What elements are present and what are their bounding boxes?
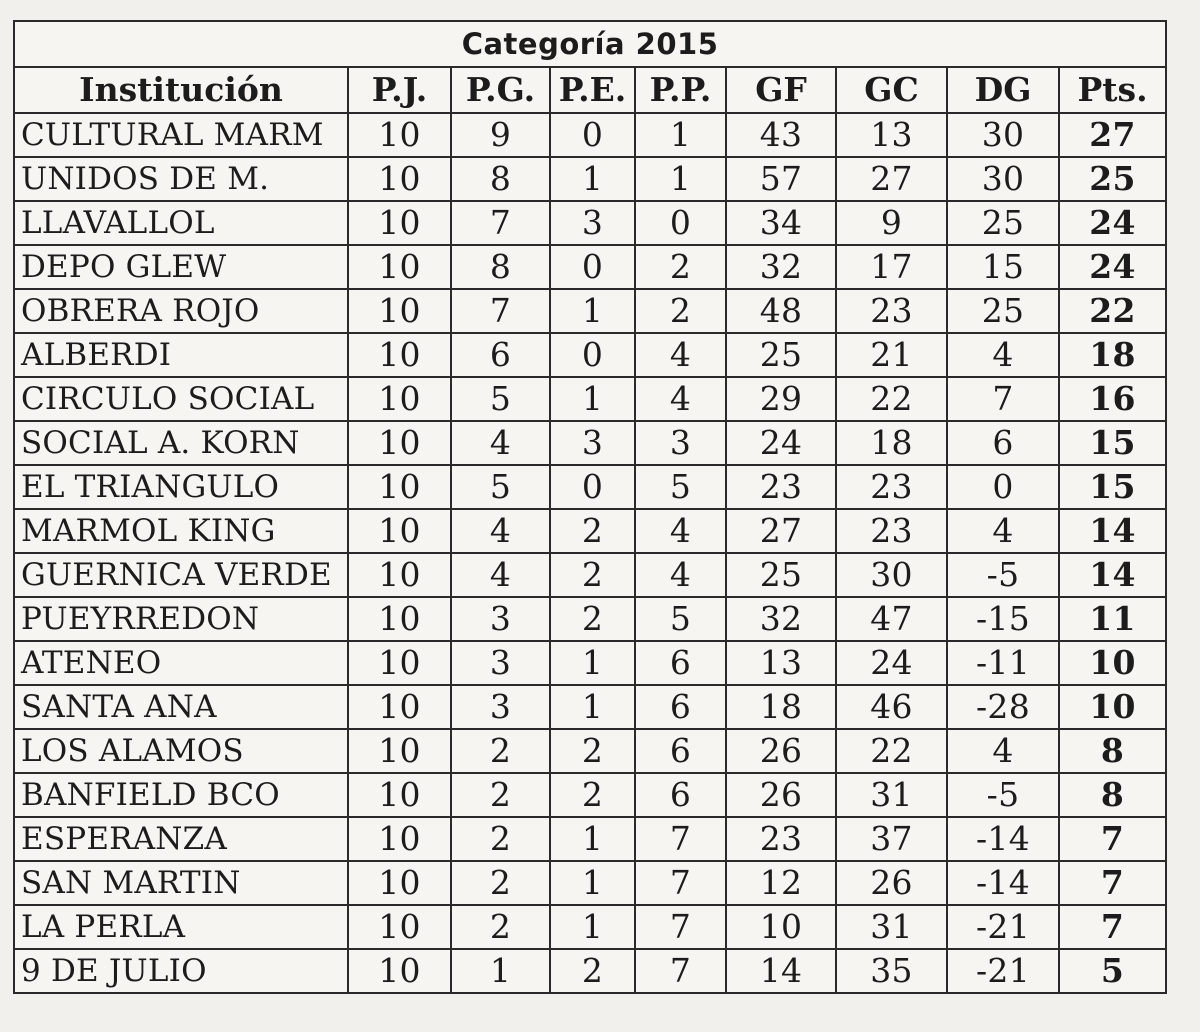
won-cell: 9: [451, 113, 550, 157]
table-row: [14, 861, 1166, 905]
won-cell: 2: [451, 729, 550, 773]
goals-against-cell: 24: [836, 641, 947, 685]
team-name-cell: ESPERANZA: [14, 817, 348, 861]
goals-for-cell: 43: [726, 113, 836, 157]
goal-difference-cell: 6: [947, 421, 1059, 465]
drawn-cell: 1: [550, 641, 635, 685]
played-cell: 10: [348, 861, 451, 905]
won-cell: 1: [451, 949, 550, 993]
team-name-cell: CIRCULO SOCIAL: [14, 377, 348, 421]
team-name-cell: EL TRIANGULO: [14, 465, 348, 509]
goals-for-cell: 26: [726, 729, 836, 773]
goal-difference-cell: -14: [947, 861, 1059, 905]
goals-against-cell: 23: [836, 509, 947, 553]
points-cell: 7: [1059, 905, 1166, 949]
goals-against-cell: 27: [836, 157, 947, 201]
won-cell: 2: [451, 861, 550, 905]
played-cell: 10: [348, 157, 451, 201]
standings-sheet: [13, 20, 1165, 994]
won-cell: 5: [451, 377, 550, 421]
played-cell: 10: [348, 245, 451, 289]
won-cell: 3: [451, 685, 550, 729]
lost-cell: 5: [635, 465, 726, 509]
played-cell: 10: [348, 377, 451, 421]
drawn-cell: 1: [550, 289, 635, 333]
goals-against-cell: 23: [836, 465, 947, 509]
goals-for-cell: 32: [726, 245, 836, 289]
goal-difference-cell: 15: [947, 245, 1059, 289]
goals-against-cell: 22: [836, 729, 947, 773]
drawn-cell: 2: [550, 597, 635, 641]
goal-difference-cell: 4: [947, 509, 1059, 553]
goal-difference-cell: 25: [947, 201, 1059, 245]
goals-for-cell: 14: [726, 949, 836, 993]
played-cell: 10: [348, 949, 451, 993]
goals-against-cell: 31: [836, 773, 947, 817]
table-row: [14, 421, 1166, 465]
played-cell: 10: [348, 289, 451, 333]
table-row: [14, 157, 1166, 201]
points-cell: 5: [1059, 949, 1166, 993]
goals-against-cell: 30: [836, 553, 947, 597]
team-name-cell: UNIDOS DE M.: [14, 157, 348, 201]
goal-difference-cell: 25: [947, 289, 1059, 333]
played-cell: 10: [348, 641, 451, 685]
team-name-cell: SOCIAL A. KORN: [14, 421, 348, 465]
team-name-cell: MARMOL KING: [14, 509, 348, 553]
goals-for-cell: 13: [726, 641, 836, 685]
drawn-cell: 2: [550, 773, 635, 817]
goals-against-cell: 37: [836, 817, 947, 861]
points-cell: 24: [1059, 245, 1166, 289]
won-cell: 2: [451, 817, 550, 861]
table-title: Categoría 2015: [14, 21, 1166, 67]
won-cell: 3: [451, 641, 550, 685]
goals-against-cell: 21: [836, 333, 947, 377]
goal-difference-cell: -5: [947, 773, 1059, 817]
played-cell: 10: [348, 201, 451, 245]
lost-cell: 7: [635, 817, 726, 861]
header-row: [14, 67, 1166, 113]
goal-difference-cell: -28: [947, 685, 1059, 729]
goals-for-cell: 26: [726, 773, 836, 817]
table-row: [14, 245, 1166, 289]
drawn-cell: 0: [550, 465, 635, 509]
goal-difference-cell: 30: [947, 113, 1059, 157]
points-cell: 27: [1059, 113, 1166, 157]
drawn-cell: 0: [550, 333, 635, 377]
goals-against-cell: 13: [836, 113, 947, 157]
table-row: [14, 641, 1166, 685]
goals-for-cell: 27: [726, 509, 836, 553]
table-row: [14, 685, 1166, 729]
standings-table: [13, 20, 1167, 994]
table-row: [14, 817, 1166, 861]
won-cell: 5: [451, 465, 550, 509]
table-row: [14, 465, 1166, 509]
played-cell: 10: [348, 553, 451, 597]
points-cell: 8: [1059, 773, 1166, 817]
team-name-cell: OBRERA ROJO: [14, 289, 348, 333]
points-cell: 18: [1059, 333, 1166, 377]
team-name-cell: SANTA ANA: [14, 685, 348, 729]
table-row: [14, 113, 1166, 157]
won-cell: 4: [451, 553, 550, 597]
lost-cell: 0: [635, 201, 726, 245]
goal-difference-cell: 0: [947, 465, 1059, 509]
table-row: [14, 773, 1166, 817]
won-cell: 8: [451, 157, 550, 201]
goals-for-cell: 18: [726, 685, 836, 729]
points-cell: 10: [1059, 641, 1166, 685]
lost-cell: 4: [635, 509, 726, 553]
col-gf-header: GF: [726, 67, 836, 113]
lost-cell: 6: [635, 773, 726, 817]
drawn-cell: 0: [550, 113, 635, 157]
points-cell: 7: [1059, 861, 1166, 905]
goals-against-cell: 23: [836, 289, 947, 333]
drawn-cell: 2: [550, 553, 635, 597]
points-cell: 22: [1059, 289, 1166, 333]
goals-against-cell: 26: [836, 861, 947, 905]
goals-for-cell: 23: [726, 817, 836, 861]
lost-cell: 4: [635, 553, 726, 597]
goals-against-cell: 17: [836, 245, 947, 289]
lost-cell: 2: [635, 245, 726, 289]
points-cell: 11: [1059, 597, 1166, 641]
played-cell: 10: [348, 905, 451, 949]
lost-cell: 3: [635, 421, 726, 465]
drawn-cell: 2: [550, 729, 635, 773]
table-row: [14, 289, 1166, 333]
goal-difference-cell: 7: [947, 377, 1059, 421]
goals-against-cell: 46: [836, 685, 947, 729]
lost-cell: 7: [635, 949, 726, 993]
goals-against-cell: 22: [836, 377, 947, 421]
drawn-cell: 1: [550, 685, 635, 729]
goals-for-cell: 12: [726, 861, 836, 905]
lost-cell: 2: [635, 289, 726, 333]
won-cell: 4: [451, 421, 550, 465]
goals-against-cell: 35: [836, 949, 947, 993]
drawn-cell: 3: [550, 201, 635, 245]
lost-cell: 6: [635, 685, 726, 729]
points-cell: 15: [1059, 421, 1166, 465]
col-pts-header: Pts.: [1059, 67, 1166, 113]
team-name-cell: 9 DE JULIO: [14, 949, 348, 993]
lost-cell: 1: [635, 157, 726, 201]
table-row: [14, 509, 1166, 553]
played-cell: 10: [348, 421, 451, 465]
won-cell: 8: [451, 245, 550, 289]
goal-difference-cell: 30: [947, 157, 1059, 201]
played-cell: 10: [348, 509, 451, 553]
team-name-cell: GUERNICA VERDE: [14, 553, 348, 597]
col-pj-header: P.J.: [348, 67, 451, 113]
played-cell: 10: [348, 465, 451, 509]
team-name-cell: ALBERDI: [14, 333, 348, 377]
played-cell: 10: [348, 729, 451, 773]
points-cell: 16: [1059, 377, 1166, 421]
team-name-cell: SAN MARTIN: [14, 861, 348, 905]
won-cell: 2: [451, 905, 550, 949]
lost-cell: 7: [635, 905, 726, 949]
team-name-cell: CULTURAL MARM: [14, 113, 348, 157]
goals-against-cell: 18: [836, 421, 947, 465]
played-cell: 10: [348, 333, 451, 377]
lost-cell: 6: [635, 641, 726, 685]
goal-difference-cell: -15: [947, 597, 1059, 641]
team-name-cell: LOS ALAMOS: [14, 729, 348, 773]
drawn-cell: 0: [550, 245, 635, 289]
drawn-cell: 2: [550, 509, 635, 553]
goals-against-cell: 31: [836, 905, 947, 949]
col-dg-header: DG: [947, 67, 1059, 113]
drawn-cell: 1: [550, 817, 635, 861]
team-name-cell: DEPO GLEW: [14, 245, 348, 289]
goal-difference-cell: -21: [947, 905, 1059, 949]
goal-difference-cell: -11: [947, 641, 1059, 685]
goals-for-cell: 57: [726, 157, 836, 201]
table-row: [14, 949, 1166, 993]
points-cell: 14: [1059, 509, 1166, 553]
lost-cell: 5: [635, 597, 726, 641]
goals-for-cell: 24: [726, 421, 836, 465]
goal-difference-cell: -14: [947, 817, 1059, 861]
lost-cell: 6: [635, 729, 726, 773]
goals-for-cell: 25: [726, 333, 836, 377]
lost-cell: 1: [635, 113, 726, 157]
drawn-cell: 1: [550, 377, 635, 421]
goals-for-cell: 48: [726, 289, 836, 333]
team-name-cell: BANFIELD BCO: [14, 773, 348, 817]
goal-difference-cell: -21: [947, 949, 1059, 993]
table-body: [14, 113, 1166, 993]
table-row: [14, 553, 1166, 597]
goals-for-cell: 10: [726, 905, 836, 949]
goals-for-cell: 23: [726, 465, 836, 509]
goal-difference-cell: 4: [947, 333, 1059, 377]
goals-for-cell: 34: [726, 201, 836, 245]
points-cell: 14: [1059, 553, 1166, 597]
goal-difference-cell: 4: [947, 729, 1059, 773]
goal-difference-cell: -5: [947, 553, 1059, 597]
col-pp-header: P.P.: [635, 67, 726, 113]
drawn-cell: 1: [550, 861, 635, 905]
team-name-cell: PUEYRREDON: [14, 597, 348, 641]
table-row: [14, 597, 1166, 641]
won-cell: 7: [451, 201, 550, 245]
team-name-cell: LA PERLA: [14, 905, 348, 949]
table-row: [14, 201, 1166, 245]
col-institucion-header: Institución: [14, 67, 348, 113]
lost-cell: 4: [635, 333, 726, 377]
goals-for-cell: 32: [726, 597, 836, 641]
points-cell: 7: [1059, 817, 1166, 861]
won-cell: 7: [451, 289, 550, 333]
lost-cell: 7: [635, 861, 726, 905]
points-cell: 15: [1059, 465, 1166, 509]
played-cell: 10: [348, 597, 451, 641]
goals-for-cell: 29: [726, 377, 836, 421]
won-cell: 3: [451, 597, 550, 641]
drawn-cell: 1: [550, 905, 635, 949]
table-row: [14, 333, 1166, 377]
points-cell: 10: [1059, 685, 1166, 729]
won-cell: 6: [451, 333, 550, 377]
played-cell: 10: [348, 817, 451, 861]
table-row: [14, 905, 1166, 949]
points-cell: 24: [1059, 201, 1166, 245]
won-cell: 4: [451, 509, 550, 553]
lost-cell: 4: [635, 377, 726, 421]
goals-against-cell: 47: [836, 597, 947, 641]
drawn-cell: 2: [550, 949, 635, 993]
drawn-cell: 3: [550, 421, 635, 465]
goals-against-cell: 9: [836, 201, 947, 245]
col-gc-header: GC: [836, 67, 947, 113]
points-cell: 8: [1059, 729, 1166, 773]
table-row: [14, 729, 1166, 773]
played-cell: 10: [348, 113, 451, 157]
col-pe-header: P.E.: [550, 67, 635, 113]
drawn-cell: 1: [550, 157, 635, 201]
team-name-cell: ATENEO: [14, 641, 348, 685]
goals-for-cell: 25: [726, 553, 836, 597]
played-cell: 10: [348, 685, 451, 729]
played-cell: 10: [348, 773, 451, 817]
won-cell: 2: [451, 773, 550, 817]
table-row: [14, 377, 1166, 421]
points-cell: 25: [1059, 157, 1166, 201]
team-name-cell: LLAVALLOL: [14, 201, 348, 245]
col-pg-header: P.G.: [451, 67, 550, 113]
